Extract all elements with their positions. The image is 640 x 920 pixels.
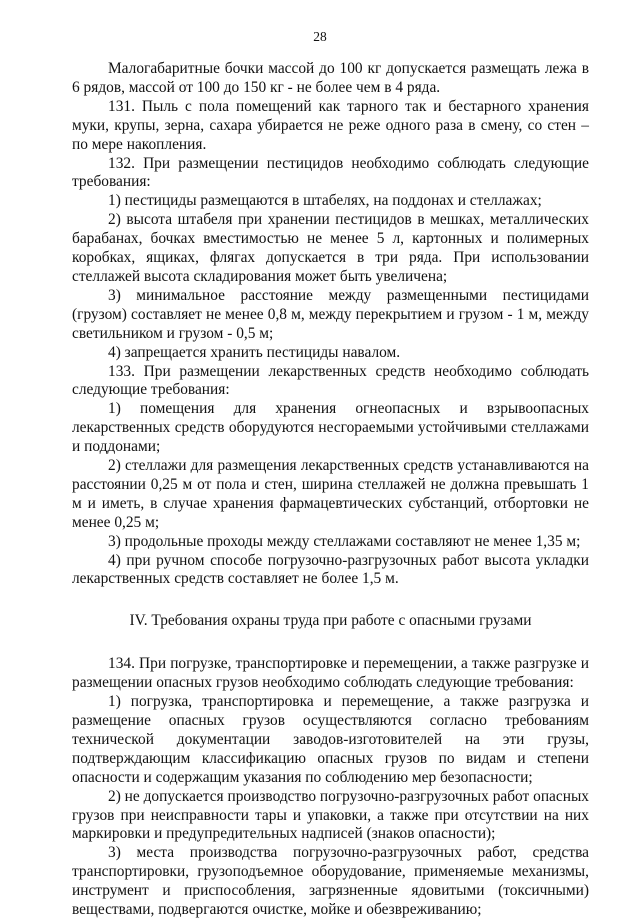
body-text-bottom [72,655,589,920]
paragraph-131: 131. Пыль с пола помещений как тарного так и бестарного хранения муки, крупы, зерна, сахара убирается не реже одного раза в смену, со стен – по мере накопления. [72,97,589,153]
paragraph-132: 132. При размещении пестицидов необходимо соблюдать следующие требования: [72,154,589,191]
section-heading: IV. Требования охраны труда при работе с опасными грузами [129,612,532,630]
page-number: 28 [313,29,327,44]
paragraph-132-item-2: 2) высота штабеля при хранении пестицидов в мешках, металлических барабанах, бочках вместимостью не менее 5 л, картонных и полимерных коробках, ящиках, флягах допускается в три ряда. При использовании стеллажей высота складирования может быть увеличена; [72,211,589,285]
paragraph-132-item-1: 1) пестициды размещаются в штабелях, на поддонах и стеллажах; [108,192,542,210]
paragraph-133-item-3: 3) продольные проходы между стеллажами составляют не менее 1,35 м; [108,532,581,550]
paragraph-134-item-2: 2) не допускается производство погрузочно-разгрузочных работ опасных грузов при неисправности тары и упаковки, а также при отсутствии на них маркировки и предупредительных надписей (знаков опасности); [72,787,589,843]
paragraph-barrels: Малогабаритные бочки массой до 100 кг допускается размещать лежа в 6 рядов, массой от 100 до 150 кг - не более чем в 4 ряда. [72,60,589,96]
paragraph-133-item-1: 1) помещения для хранения огнеопасных и взрывоопасных лекарственных средств оборудуются несгораемыми устойчивыми стеллажами и поддонами; [72,400,589,456]
paragraph-133: 133. При размещении лекарственных средств необходимо соблюдать следующие требования: [72,362,589,399]
paragraph-132-item-3: 3) минимальное расстояние между размещенными пестицидами (грузом) составляет не менее 0,8 м, между перекрытием и грузом - 1 м, между светильником и грузом - 0,5 м; [72,286,589,342]
paragraph-134-item-1: 1) погрузка, транспортировка и перемещение, а также разгрузка и размещение опасных грузов осуществляются согласно требованиям технической документации заводов-изготовителей на эти грузы, подтверждающим классификацию опасных грузов по видам и степени опасности и содержащим указания по соблюдению мер безопасности; [72,693,589,786]
paragraph-133-item-2: 2) стеллажи для размещения лекарственных средств устанавливаются на расстоянии 0,25 м от пола и стен, ширина стеллажей не должна превышать 1 м и иметь, в случае хранения фармацевтических субстанций, отбортовки не менее 0,25 м; [72,457,589,531]
paragraph-134: 134. При погрузке, транспортировке и перемещении, а также разгрузке и размещении опасных грузов необходимо соблюдать следующие требования: [72,655,589,692]
paragraph-133-item-4: 4) при ручном способе погрузочно-разгрузочных работ высота укладки лекарственных средств составляет не более 1,5 м. [72,551,589,588]
body-text-top [72,60,589,589]
paragraph-134-item-3: 3) места производства погрузочно-разгрузочных работ, средства транспортировки, грузоподъемное оборудование, применяемые механизмы, инструмент и приспособления, загрязненные ядовитыми (токсичными) веществами, подвергаются очистке, мойке и обезвреживанию; [72,844,589,919]
paragraph-132-item-4: 4) запрещается хранить пестициды навалом. [108,343,401,361]
